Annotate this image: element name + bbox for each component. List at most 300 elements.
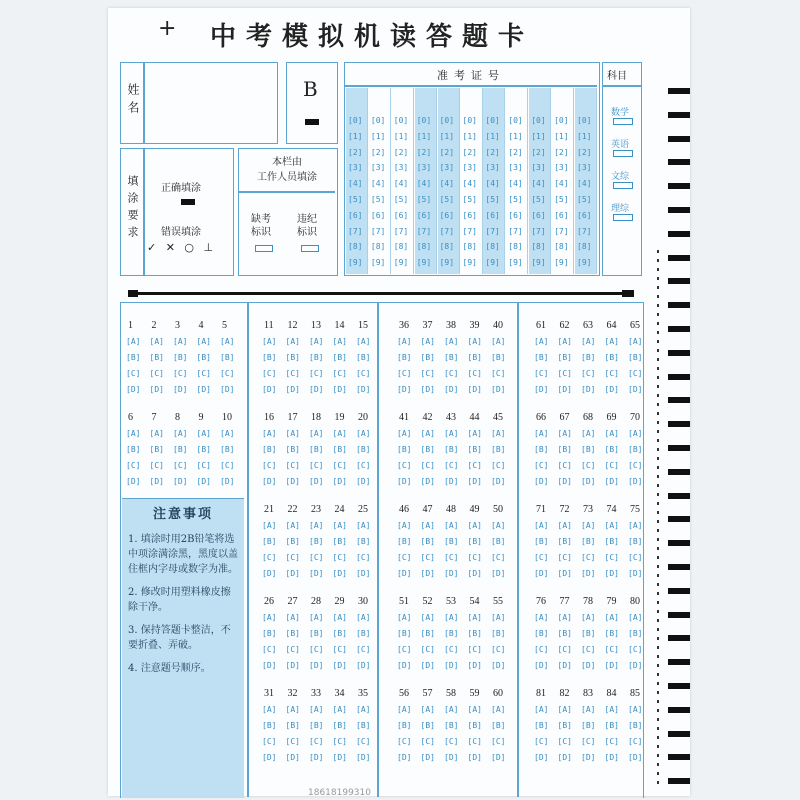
exam-id-bubble[interactable]: [0] [439, 116, 455, 125]
answer-bubble[interactable]: [B] [557, 537, 572, 546]
answer-bubble[interactable]: [A] [581, 429, 596, 438]
answer-bubble[interactable]: [C] [332, 645, 347, 654]
answer-bubble[interactable]: [B] [220, 353, 235, 362]
answer-bubble[interactable]: [A] [628, 337, 643, 346]
answer-bubble[interactable]: [D] [173, 385, 188, 394]
exam-id-bubble[interactable]: [8] [393, 242, 409, 252]
answer-bubble[interactable]: [D] [356, 477, 371, 486]
answer-bubble[interactable]: [D] [581, 753, 596, 762]
answer-bubble[interactable]: [D] [285, 477, 300, 486]
answer-bubble[interactable]: [C] [604, 737, 619, 746]
answer-bubble[interactable]: [A] [356, 705, 371, 714]
answer-bubble[interactable]: [D] [262, 385, 277, 394]
answer-bubble[interactable]: [A] [628, 521, 643, 530]
answer-bubble[interactable]: [C] [262, 737, 277, 746]
answer-bubble[interactable]: [A] [628, 613, 643, 622]
answer-bubble[interactable]: [C] [126, 461, 141, 470]
answer-bubble[interactable]: [A] [309, 521, 324, 530]
answer-bubble[interactable]: [B] [491, 537, 506, 546]
answer-bubble[interactable]: [B] [285, 721, 300, 730]
answer-bubble[interactable]: [C] [420, 461, 435, 470]
exam-id-bubble[interactable]: [0] [485, 116, 500, 125]
answer-bubble[interactable]: [C] [309, 645, 324, 654]
exam-id-bubble[interactable]: [6] [508, 210, 523, 220]
answer-bubble[interactable]: [D] [491, 661, 506, 670]
answer-bubble[interactable]: [A] [420, 337, 435, 346]
exam-id-bubble[interactable]: [8] [485, 242, 500, 252]
answer-bubble[interactable]: [A] [262, 613, 277, 622]
answer-bubble[interactable]: [B] [332, 537, 347, 546]
answer-bubble[interactable]: [B] [285, 537, 300, 546]
answer-bubble[interactable]: [C] [557, 461, 572, 470]
answer-bubble[interactable]: [B] [444, 721, 459, 730]
answer-bubble[interactable]: [C] [557, 737, 572, 746]
exam-id-bubble[interactable]: [1] [508, 131, 523, 141]
answer-bubble[interactable]: [A] [467, 705, 482, 714]
answer-bubble[interactable]: [D] [420, 753, 435, 762]
answer-bubble[interactable]: [C] [557, 553, 572, 562]
answer-bubble[interactable]: [B] [557, 445, 572, 454]
exam-id-bubble[interactable]: [2] [485, 147, 500, 157]
exam-id-bubble[interactable]: [0] [416, 116, 432, 125]
answer-bubble[interactable]: [B] [332, 353, 347, 362]
exam-id-bubble[interactable]: [4] [531, 179, 546, 189]
answer-bubble[interactable]: [B] [557, 353, 572, 362]
answer-bubble[interactable]: [C] [332, 461, 347, 470]
answer-bubble[interactable]: [B] [444, 353, 459, 362]
answer-bubble[interactable]: [B] [332, 629, 347, 638]
answer-bubble[interactable]: [A] [534, 521, 549, 530]
answer-bubble[interactable]: [A] [196, 429, 211, 438]
exam-id-bubble[interactable]: [6] [577, 210, 592, 220]
answer-bubble[interactable]: [D] [534, 569, 549, 578]
answer-bubble[interactable]: [A] [467, 521, 482, 530]
answer-bubble[interactable]: [B] [309, 629, 324, 638]
answer-bubble[interactable]: [A] [534, 337, 549, 346]
answer-bubble[interactable]: [C] [262, 369, 277, 378]
answer-bubble[interactable]: [A] [126, 337, 141, 346]
answer-bubble[interactable]: [D] [491, 477, 506, 486]
exam-id-bubble[interactable]: [2] [462, 147, 477, 157]
answer-bubble[interactable]: [A] [604, 429, 619, 438]
answer-bubble[interactable]: [B] [262, 721, 277, 730]
answer-bubble[interactable]: [C] [420, 645, 435, 654]
answer-bubble[interactable]: [C] [628, 369, 643, 378]
answer-bubble[interactable]: [C] [220, 369, 235, 378]
answer-bubble[interactable]: [B] [285, 629, 300, 638]
answer-bubble[interactable]: [A] [397, 613, 412, 622]
answer-bubble[interactable]: [D] [491, 753, 506, 762]
exam-id-bubble[interactable]: [6] [485, 210, 500, 220]
exam-id-bubble[interactable]: [1] [439, 131, 455, 141]
answer-bubble[interactable]: [C] [397, 369, 412, 378]
exam-id-bubble[interactable]: [4] [393, 179, 409, 189]
answer-bubble[interactable]: [D] [604, 477, 619, 486]
exam-id-bubble[interactable]: [4] [416, 179, 432, 189]
answer-bubble[interactable]: [B] [332, 721, 347, 730]
exam-id-bubble[interactable]: [3] [554, 163, 569, 173]
exam-id-bubble[interactable]: [6] [393, 210, 409, 220]
answer-bubble[interactable]: [A] [285, 521, 300, 530]
exam-id-bubble[interactable]: [5] [485, 195, 500, 204]
answer-bubble[interactable]: [A] [444, 337, 459, 346]
exam-id-bubble[interactable]: [2] [370, 147, 386, 157]
exam-id-bubble[interactable]: [7] [485, 226, 500, 236]
answer-bubble[interactable]: [A] [262, 705, 277, 714]
answer-bubble[interactable]: [A] [262, 521, 277, 530]
answer-bubble[interactable]: [C] [356, 553, 371, 562]
exam-id-bubble[interactable]: [7] [462, 226, 477, 236]
answer-bubble[interactable]: [D] [285, 753, 300, 762]
answer-bubble[interactable]: [B] [262, 629, 277, 638]
answer-bubble[interactable]: [C] [356, 645, 371, 654]
answer-bubble[interactable]: [A] [285, 613, 300, 622]
answer-bubble[interactable]: [B] [262, 445, 277, 454]
answer-bubble[interactable]: [C] [534, 553, 549, 562]
answer-bubble[interactable]: [A] [467, 613, 482, 622]
answer-bubble[interactable]: [B] [173, 445, 188, 454]
answer-bubble[interactable]: [B] [534, 721, 549, 730]
exam-id-bubble[interactable]: [6] [462, 210, 477, 220]
answer-bubble[interactable]: [B] [491, 445, 506, 454]
answer-bubble[interactable]: [B] [467, 445, 482, 454]
answer-bubble[interactable]: [D] [557, 569, 572, 578]
answer-bubble[interactable]: [D] [467, 569, 482, 578]
answer-bubble[interactable]: [B] [604, 353, 619, 362]
exam-id-bubble[interactable]: [1] [370, 131, 386, 141]
answer-bubble[interactable]: [D] [332, 569, 347, 578]
answer-bubble[interactable]: [B] [467, 629, 482, 638]
answer-bubble[interactable]: [B] [557, 629, 572, 638]
exam-id-bubble[interactable]: [5] [508, 195, 523, 204]
exam-id-bubble[interactable]: [9] [508, 258, 523, 268]
exam-id-bubble[interactable]: [4] [439, 179, 455, 189]
exam-id-bubble[interactable]: [7] [508, 226, 523, 236]
answer-bubble[interactable]: [B] [356, 445, 371, 454]
exam-id-bubble[interactable]: [2] [577, 147, 592, 157]
answer-bubble[interactable]: [C] [420, 737, 435, 746]
answer-bubble[interactable]: [A] [581, 337, 596, 346]
answer-bubble[interactable]: [D] [467, 385, 482, 394]
answer-bubble[interactable]: [A] [309, 337, 324, 346]
answer-bubble[interactable]: [D] [491, 569, 506, 578]
exam-id-bubble[interactable]: [7] [439, 226, 455, 236]
exam-id-bubble[interactable]: [4] [370, 179, 386, 189]
answer-bubble[interactable]: [C] [309, 737, 324, 746]
answer-bubble[interactable]: [B] [126, 445, 141, 454]
answer-bubble[interactable]: [C] [581, 645, 596, 654]
answer-bubble[interactable]: [D] [262, 661, 277, 670]
answer-bubble[interactable]: [A] [628, 705, 643, 714]
answer-bubble[interactable]: [A] [356, 337, 371, 346]
answer-bubble[interactable]: [B] [285, 445, 300, 454]
answer-bubble[interactable]: [C] [196, 461, 211, 470]
subject-liberal-arts-bubble[interactable] [613, 182, 633, 189]
answer-bubble[interactable]: [C] [491, 369, 506, 378]
answer-bubble[interactable]: [D] [557, 661, 572, 670]
answer-bubble[interactable]: [B] [628, 721, 643, 730]
answer-bubble[interactable]: [C] [149, 461, 164, 470]
answer-bubble[interactable]: [A] [262, 337, 277, 346]
answer-bubble[interactable]: [B] [397, 721, 412, 730]
exam-id-bubble[interactable]: [7] [554, 226, 569, 236]
answer-bubble[interactable]: [D] [285, 569, 300, 578]
answer-bubble[interactable]: [B] [309, 537, 324, 546]
answer-bubble[interactable]: [D] [262, 477, 277, 486]
answer-bubble[interactable]: [C] [557, 369, 572, 378]
answer-bubble[interactable]: [B] [604, 721, 619, 730]
subject-science-bubble[interactable] [613, 214, 633, 221]
answer-bubble[interactable]: [D] [173, 477, 188, 486]
answer-bubble[interactable]: [A] [444, 429, 459, 438]
exam-id-bubble[interactable]: [8] [462, 242, 477, 252]
answer-bubble[interactable]: [C] [491, 553, 506, 562]
answer-bubble[interactable]: [C] [262, 553, 277, 562]
exam-id-bubble[interactable]: [0] [370, 116, 386, 125]
exam-id-bubble[interactable]: [9] [577, 258, 592, 268]
answer-bubble[interactable]: [C] [534, 369, 549, 378]
exam-id-bubble[interactable]: [9] [393, 258, 409, 268]
answer-bubble[interactable]: [A] [332, 521, 347, 530]
answer-bubble[interactable]: [A] [397, 705, 412, 714]
exam-id-bubble[interactable]: [7] [348, 226, 363, 236]
exam-id-bubble[interactable]: [2] [439, 147, 455, 157]
answer-bubble[interactable]: [D] [491, 385, 506, 394]
answer-bubble[interactable]: [B] [309, 721, 324, 730]
exam-id-bubble[interactable]: [3] [370, 163, 386, 173]
answer-bubble[interactable]: [B] [581, 721, 596, 730]
answer-bubble[interactable]: [A] [309, 613, 324, 622]
answer-bubble[interactable]: [D] [420, 385, 435, 394]
exam-id-bubble[interactable]: [5] [348, 195, 363, 204]
answer-bubble[interactable]: [A] [397, 337, 412, 346]
answer-bubble[interactable]: [D] [420, 661, 435, 670]
answer-bubble[interactable]: [C] [444, 645, 459, 654]
answer-bubble[interactable]: [D] [557, 385, 572, 394]
answer-bubble[interactable]: [D] [397, 661, 412, 670]
exam-id-bubble[interactable]: [5] [393, 195, 409, 204]
answer-bubble[interactable]: [B] [149, 353, 164, 362]
answer-bubble[interactable]: [B] [604, 629, 619, 638]
answer-bubble[interactable]: [C] [356, 737, 371, 746]
answer-bubble[interactable]: [B] [420, 445, 435, 454]
answer-bubble[interactable]: [A] [356, 521, 371, 530]
answer-bubble[interactable]: [C] [628, 553, 643, 562]
exam-id-bubble[interactable]: [2] [554, 147, 569, 157]
exam-id-bubble[interactable]: [3] [462, 163, 477, 173]
answer-bubble[interactable]: [B] [628, 353, 643, 362]
answer-bubble[interactable]: [D] [557, 477, 572, 486]
exam-id-bubble[interactable]: [4] [577, 179, 592, 189]
answer-bubble[interactable]: [D] [332, 477, 347, 486]
answer-bubble[interactable]: [C] [444, 461, 459, 470]
answer-bubble[interactable]: [D] [628, 385, 643, 394]
answer-bubble[interactable]: [D] [262, 753, 277, 762]
exam-id-bubble[interactable]: [1] [554, 131, 569, 141]
answer-bubble[interactable]: [C] [581, 461, 596, 470]
answer-bubble[interactable]: [A] [604, 521, 619, 530]
exam-id-bubble[interactable]: [3] [348, 163, 363, 173]
answer-bubble[interactable]: [A] [557, 521, 572, 530]
exam-id-bubble[interactable]: [7] [577, 226, 592, 236]
answer-bubble[interactable]: [A] [534, 705, 549, 714]
answer-bubble[interactable]: [B] [332, 445, 347, 454]
exam-id-bubble[interactable]: [2] [531, 147, 546, 157]
answer-bubble[interactable]: [C] [332, 369, 347, 378]
answer-bubble[interactable]: [D] [557, 753, 572, 762]
answer-bubble[interactable]: [A] [126, 429, 141, 438]
answer-bubble[interactable]: [D] [604, 661, 619, 670]
exam-id-bubble[interactable]: [0] [577, 116, 592, 125]
answer-bubble[interactable]: [C] [628, 461, 643, 470]
exam-id-bubble[interactable]: [3] [416, 163, 432, 173]
answer-bubble[interactable]: [D] [332, 661, 347, 670]
exam-id-bubble[interactable]: [0] [462, 116, 477, 125]
exam-id-bubble[interactable]: [1] [485, 131, 500, 141]
exam-id-bubble[interactable]: [8] [370, 242, 386, 252]
answer-bubble[interactable]: [C] [581, 553, 596, 562]
answer-bubble[interactable]: [A] [220, 337, 235, 346]
answer-bubble[interactable]: [B] [196, 445, 211, 454]
answer-bubble[interactable]: [D] [309, 385, 324, 394]
answer-bubble[interactable]: [C] [444, 369, 459, 378]
answer-bubble[interactable]: [B] [534, 629, 549, 638]
answer-bubble[interactable]: [B] [557, 721, 572, 730]
answer-bubble[interactable]: [A] [581, 613, 596, 622]
exam-id-bubble[interactable]: [6] [439, 210, 455, 220]
answer-bubble[interactable]: [D] [332, 753, 347, 762]
answer-bubble[interactable]: [D] [356, 569, 371, 578]
answer-bubble[interactable]: [A] [397, 429, 412, 438]
answer-bubble[interactable]: [C] [491, 461, 506, 470]
answer-bubble[interactable]: [D] [309, 753, 324, 762]
answer-bubble[interactable]: [D] [149, 477, 164, 486]
exam-id-bubble[interactable]: [4] [462, 179, 477, 189]
answer-bubble[interactable]: [D] [467, 753, 482, 762]
answer-bubble[interactable]: [C] [149, 369, 164, 378]
answer-bubble[interactable]: [D] [420, 477, 435, 486]
exam-id-bubble[interactable]: [7] [416, 226, 432, 236]
answer-bubble[interactable]: [C] [491, 737, 506, 746]
answer-bubble[interactable]: [A] [628, 429, 643, 438]
answer-bubble[interactable]: [C] [356, 369, 371, 378]
answer-bubble[interactable]: [C] [262, 461, 277, 470]
answer-bubble[interactable]: [B] [581, 353, 596, 362]
answer-bubble[interactable]: [A] [557, 337, 572, 346]
exam-id-bubble[interactable]: [2] [416, 147, 432, 157]
answer-bubble[interactable]: [D] [628, 477, 643, 486]
answer-bubble[interactable]: [C] [581, 369, 596, 378]
answer-bubble[interactable]: [B] [420, 629, 435, 638]
exam-id-bubble[interactable]: [6] [554, 210, 569, 220]
answer-bubble[interactable]: [A] [262, 429, 277, 438]
answer-bubble[interactable]: [D] [220, 477, 235, 486]
answer-bubble[interactable]: [C] [604, 461, 619, 470]
answer-bubble[interactable]: [C] [581, 737, 596, 746]
subject-english-bubble[interactable] [613, 150, 633, 157]
answer-bubble[interactable]: [A] [534, 613, 549, 622]
answer-bubble[interactable]: [A] [581, 521, 596, 530]
answer-bubble[interactable]: [D] [628, 753, 643, 762]
answer-bubble[interactable]: [D] [444, 753, 459, 762]
answer-bubble[interactable]: [C] [467, 645, 482, 654]
answer-bubble[interactable]: [A] [420, 705, 435, 714]
answer-bubble[interactable]: [B] [356, 629, 371, 638]
answer-bubble[interactable]: [B] [604, 445, 619, 454]
answer-bubble[interactable]: [D] [604, 569, 619, 578]
exam-id-bubble[interactable]: [1] [577, 131, 592, 141]
answer-bubble[interactable]: [D] [397, 385, 412, 394]
answer-bubble[interactable]: [B] [309, 445, 324, 454]
answer-bubble[interactable]: [A] [557, 429, 572, 438]
answer-bubble[interactable]: [B] [420, 721, 435, 730]
exam-id-bubble[interactable]: [6] [370, 210, 386, 220]
answer-bubble[interactable]: [B] [467, 353, 482, 362]
answer-bubble[interactable]: [D] [444, 477, 459, 486]
exam-id-bubble[interactable]: [9] [554, 258, 569, 268]
answer-bubble[interactable]: [C] [604, 369, 619, 378]
answer-bubble[interactable]: [D] [581, 569, 596, 578]
answer-bubble[interactable]: [C] [309, 369, 324, 378]
answer-bubble[interactable]: [B] [420, 537, 435, 546]
answer-bubble[interactable]: [A] [491, 337, 506, 346]
exam-id-bubble[interactable]: [1] [416, 131, 432, 141]
answer-bubble[interactable]: [D] [196, 385, 211, 394]
answer-bubble[interactable]: [C] [628, 645, 643, 654]
answer-bubble[interactable]: [A] [534, 429, 549, 438]
answer-bubble[interactable]: [D] [285, 385, 300, 394]
answer-bubble[interactable]: [D] [581, 477, 596, 486]
answer-bubble[interactable]: [D] [444, 569, 459, 578]
answer-bubble[interactable]: [D] [444, 661, 459, 670]
answer-bubble[interactable]: [D] [309, 477, 324, 486]
answer-bubble[interactable]: [D] [581, 661, 596, 670]
answer-bubble[interactable]: [A] [604, 613, 619, 622]
answer-bubble[interactable]: [A] [149, 429, 164, 438]
answer-bubble[interactable]: [D] [196, 477, 211, 486]
answer-bubble[interactable]: [C] [604, 645, 619, 654]
answer-bubble[interactable]: [D] [356, 385, 371, 394]
exam-id-bubble[interactable]: [2] [348, 147, 363, 157]
answer-bubble[interactable]: [C] [285, 553, 300, 562]
answer-bubble[interactable]: [A] [220, 429, 235, 438]
answer-bubble[interactable]: [C] [467, 369, 482, 378]
answer-bubble[interactable]: [D] [309, 569, 324, 578]
answer-bubble[interactable]: [A] [196, 337, 211, 346]
answer-bubble[interactable]: [C] [467, 553, 482, 562]
exam-id-bubble[interactable]: [5] [577, 195, 592, 204]
exam-id-bubble[interactable]: [9] [348, 258, 363, 268]
answer-bubble[interactable]: [D] [581, 385, 596, 394]
exam-id-bubble[interactable]: [3] [393, 163, 409, 173]
answer-bubble[interactable]: [A] [444, 613, 459, 622]
exam-id-bubble[interactable]: [8] [348, 242, 363, 252]
answer-bubble[interactable]: [B] [356, 721, 371, 730]
answer-bubble[interactable]: [C] [557, 645, 572, 654]
answer-bubble[interactable]: [C] [262, 645, 277, 654]
answer-bubble[interactable]: [D] [285, 661, 300, 670]
exam-id-bubble[interactable]: [8] [508, 242, 523, 252]
answer-bubble[interactable]: [A] [491, 705, 506, 714]
exam-id-bubble[interactable]: [7] [393, 226, 409, 236]
answer-bubble[interactable]: [A] [173, 337, 188, 346]
answer-bubble[interactable]: [D] [534, 385, 549, 394]
answer-bubble[interactable]: [B] [491, 353, 506, 362]
answer-bubble[interactable]: [C] [491, 645, 506, 654]
answer-bubble[interactable]: [A] [356, 613, 371, 622]
exam-id-bubble[interactable]: [3] [485, 163, 500, 173]
answer-bubble[interactable]: [A] [173, 429, 188, 438]
